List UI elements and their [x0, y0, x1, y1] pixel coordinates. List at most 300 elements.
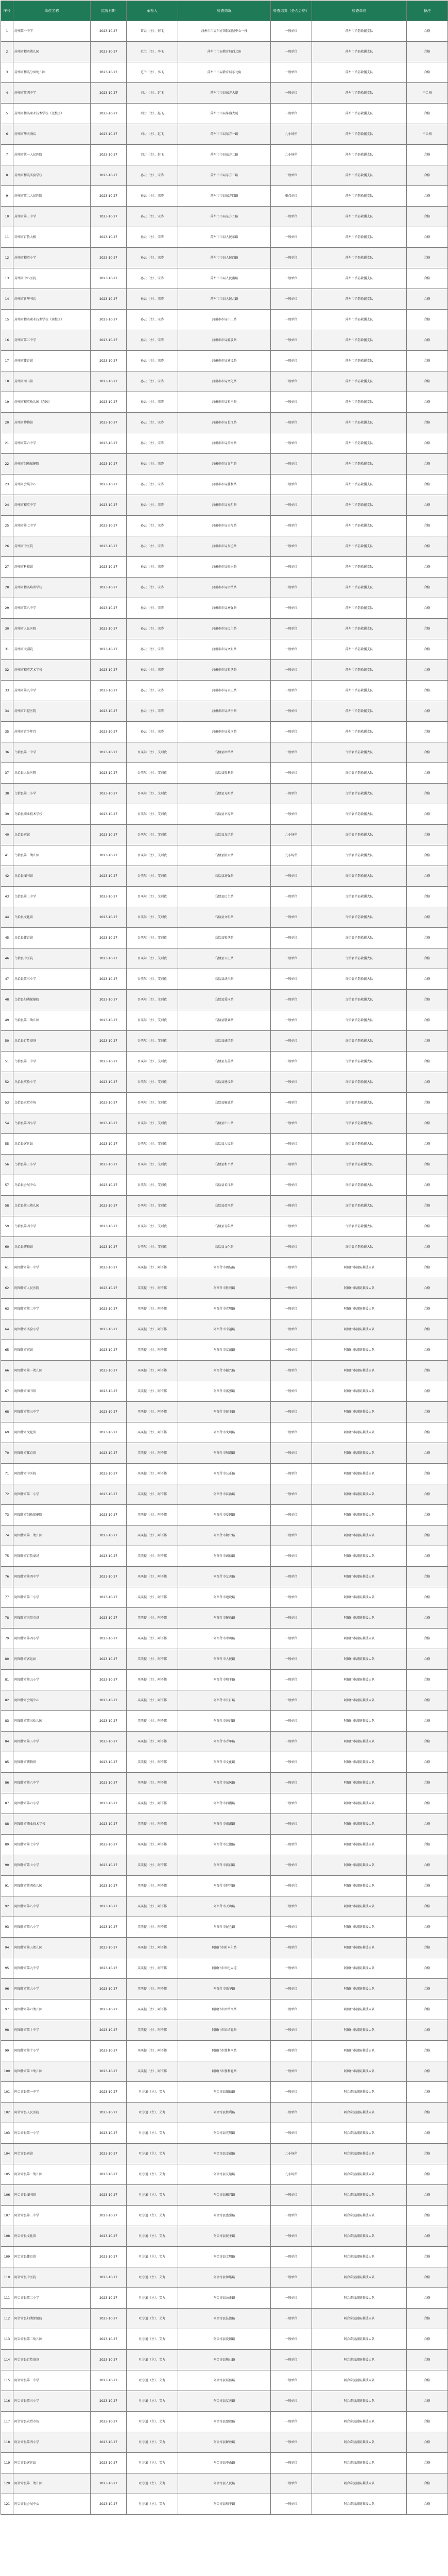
- cell-department: 阿图什市消防救援大队: [312, 1505, 407, 1526]
- cell-result: 一般单位: [271, 536, 312, 557]
- cell-address: 阿合奇县幸福路: [178, 2144, 271, 2164]
- cell-department: 阿合奇县消防救援大队: [312, 2247, 407, 2267]
- cell-index: 67: [1, 1381, 13, 1402]
- cell-result: 一般单位: [271, 207, 312, 227]
- cell-date: 2023-10-27: [91, 1938, 127, 1958]
- cell-department: 阿合奇县消防救援大队: [312, 2494, 407, 2515]
- cell-index: 96: [1, 1979, 13, 1999]
- cell-date: 2023-10-27: [91, 104, 127, 124]
- cell-address: 阿合奇县公正路: [178, 2288, 271, 2309]
- table-row: [1, 310, 448, 330]
- cell-remark: 合格: [407, 351, 448, 371]
- cell-inspector: 吐尔逊（主）、艾力: [127, 2391, 178, 2412]
- cell-department: 菏州市消防救援支队: [312, 330, 407, 351]
- table-row: [1, 1031, 448, 1052]
- cell-address: 阿图什市爱国路: [178, 1505, 271, 1526]
- cell-index: 80: [1, 1649, 13, 1670]
- cell-index: 5: [1, 104, 13, 124]
- table-row: [1, 124, 448, 145]
- cell-address: 阿图什市富强路: [178, 1381, 271, 1402]
- cell-remark: 合格: [407, 1855, 448, 1876]
- cell-date: 2023-10-27: [91, 248, 127, 268]
- cell-remark: 合格: [407, 578, 448, 598]
- cell-result: 一般单位: [271, 1299, 312, 1319]
- cell-unit-name: 乌恰县第二中学: [13, 887, 91, 907]
- cell-unit-name: 乌恰县第三中学: [13, 1052, 91, 1072]
- cell-result: 一般单位: [271, 1958, 312, 1979]
- cell-department: 乌恰县消防救援大队: [312, 845, 407, 866]
- cell-remark: 合格: [407, 2061, 448, 2082]
- cell-remark: 合格: [407, 1835, 448, 1855]
- table-row: [1, 516, 448, 536]
- cell-index: 66: [1, 1361, 13, 1381]
- cell-unit-name: 阿图什市百货商场: [13, 1546, 91, 1567]
- cell-address: 乌恰县团结路: [178, 742, 271, 763]
- cell-date: 2023-10-27: [91, 1793, 127, 1814]
- table-row: [1, 2123, 448, 2144]
- cell-remark: 合格: [407, 1629, 448, 1649]
- cell-department: 阿合奇县消防救援大队: [312, 2350, 407, 2370]
- cell-date: 2023-10-27: [91, 1113, 127, 1134]
- cell-index: 13: [1, 268, 13, 289]
- cell-inspector: 吾买尔（主）、艾则孜: [127, 1175, 178, 1196]
- table-row: [1, 845, 448, 866]
- cell-unit-name: 阿图什市人民医院: [13, 1278, 91, 1299]
- cell-index: 71: [1, 1464, 13, 1484]
- cell-inspector: 吾买尔（主）、艾则孜: [127, 948, 178, 969]
- cell-result: 九小场所: [271, 2164, 312, 2185]
- table-row: [1, 371, 448, 392]
- cell-result: 一般单位: [271, 1443, 312, 1464]
- cell-unit-name: 乌恰县第三幼儿园: [13, 1196, 91, 1216]
- cell-date: 2023-10-27: [91, 2412, 127, 2432]
- cell-department: 阿图什市消防救援大队: [312, 1258, 407, 1278]
- cell-department: 菏州市消防救援支队: [312, 310, 407, 330]
- cell-result: 一般单位: [271, 1175, 312, 1196]
- cell-unit-name: 菏州市博物馆: [13, 413, 91, 433]
- cell-unit-name: 阿图什市第一幼儿园: [13, 1361, 91, 1381]
- cell-index: 59: [1, 1216, 13, 1237]
- table-row: [1, 1876, 448, 1896]
- cell-index: 111: [1, 2288, 13, 2309]
- cell-date: 2023-10-27: [91, 557, 127, 578]
- table-row: [1, 1896, 448, 1917]
- cell-date: 2023-10-27: [91, 516, 127, 536]
- cell-index: 112: [1, 2309, 13, 2329]
- cell-department: 乌恰县消防救援大队: [312, 1216, 407, 1237]
- cell-address: 阿合奇县民主路: [178, 2226, 271, 2247]
- cell-unit-name: 乌恰县第二小学: [13, 784, 91, 804]
- cell-inspector: 吐尔逊（主）、艾力: [127, 2185, 178, 2206]
- cell-inspector: 买买提（主）、阿不都: [127, 1670, 178, 1690]
- cell-date: 2023-10-27: [91, 845, 127, 866]
- cell-result: 九小场所: [271, 124, 312, 145]
- cell-department: 阿图什市消防救援大队: [312, 1958, 407, 1979]
- cell-date: 2023-10-27: [91, 2082, 127, 2103]
- table-row: [1, 948, 448, 969]
- table-row: [1, 2144, 448, 2164]
- cell-address: 菏州市市局青年路: [178, 454, 271, 474]
- cell-remark: 合格: [407, 990, 448, 1010]
- cell-address: 阿合奇县友善路: [178, 2391, 271, 2412]
- cell-remark: 合格: [407, 2453, 448, 2473]
- cell-date: 2023-10-27: [91, 1072, 127, 1093]
- cell-result: 一般单位: [271, 1010, 312, 1031]
- cell-department: 阿图什市消防救援大队: [312, 1608, 407, 1629]
- table-row: [1, 578, 448, 598]
- cell-remark: 合格: [407, 2226, 448, 2247]
- cell-result: 一般单位: [271, 1072, 312, 1093]
- table-row: [1, 2432, 448, 2453]
- cell-department: 菏州市消防救援支队: [312, 248, 407, 268]
- cell-unit-name: 乌恰县实验小学: [13, 1072, 91, 1093]
- cell-inspector: 吾买尔（主）、艾则孜: [127, 907, 178, 928]
- cell-inspector: 吐尔逊（主）、艾力: [127, 2309, 178, 2329]
- cell-inspector: 孙云（主）、宋涛: [127, 186, 178, 207]
- cell-unit-name: 阿合奇县体育馆: [13, 2247, 91, 2267]
- table-row: [1, 2288, 448, 2309]
- cell-index: 43: [1, 887, 13, 907]
- cell-result: 一般单位: [271, 2494, 312, 2515]
- cell-department: 乌恰县消防救援大队: [312, 1052, 407, 1072]
- cell-department: 乌恰县消防救援大队: [312, 804, 407, 825]
- cell-address: 菏州市市局黄河路: [178, 433, 271, 454]
- cell-date: 2023-10-27: [91, 2391, 127, 2412]
- cell-remark: 合格: [407, 1793, 448, 1814]
- cell-inspector: 吾买尔（主）、艾则孜: [127, 845, 178, 866]
- cell-index: 39: [1, 804, 13, 825]
- cell-date: 2023-10-27: [91, 433, 127, 454]
- cell-result: 一般单位: [271, 2103, 312, 2123]
- cell-department: 乌恰县消防救援大队: [312, 763, 407, 784]
- cell-inspector: 吾买尔（主）、艾则孜: [127, 742, 178, 763]
- cell-index: 84: [1, 1732, 13, 1752]
- cell-address: 乌恰县解放路: [178, 1093, 271, 1113]
- table-row: [1, 248, 448, 268]
- cell-result: 一般单位: [271, 660, 312, 681]
- cell-address: 阿图什市长江路: [178, 1690, 271, 1711]
- table-row: [1, 2494, 448, 2515]
- cell-remark: 合格: [407, 1896, 448, 1917]
- cell-department: 阿图什市消防救援大队: [312, 2041, 407, 2061]
- cell-unit-name: 菏州市精英艺术学校: [13, 660, 91, 681]
- cell-unit-name: 阿图什市中医院: [13, 1464, 91, 1484]
- cell-remark: 合格: [407, 598, 448, 619]
- cell-address: 阿合奇县爱国路: [178, 2329, 271, 2350]
- cell-address: 乌恰县人民路: [178, 1134, 271, 1155]
- cell-index: 58: [1, 1196, 13, 1216]
- cell-index: 8: [1, 165, 13, 186]
- cell-address: 阿图什市中山路: [178, 1629, 271, 1649]
- cell-remark: 合格: [407, 1134, 448, 1155]
- cell-result: 九小场所: [271, 845, 312, 866]
- cell-inspector: 吾买尔（主）、艾则孜: [127, 1134, 178, 1155]
- cell-index: 69: [1, 1422, 13, 1443]
- cell-result: 一般单位: [271, 268, 312, 289]
- cell-result: 一般单位: [271, 2247, 312, 2267]
- cell-result: 一般单位: [271, 83, 312, 104]
- cell-department: 阿图什市消防救援大队: [312, 1443, 407, 1464]
- cell-unit-name: 阿图什市第九中学: [13, 1958, 91, 1979]
- table-row: [1, 2247, 448, 2267]
- cell-unit-name: 菏州市精英培训学校: [13, 578, 91, 598]
- cell-date: 2023-10-27: [91, 1732, 127, 1752]
- cell-department: 菏州市消防救援支队: [312, 62, 407, 83]
- cell-department: 菏州市消防救援支队: [312, 474, 407, 495]
- cell-inspector: 孙云（主）、宋涛: [127, 660, 178, 681]
- cell-unit-name: 菏州市精英实验学校: [13, 165, 91, 186]
- cell-index: 82: [1, 1690, 13, 1711]
- cell-inspector: 买买提（主）、阿不都: [127, 1505, 178, 1526]
- cell-unit-name: 阿图什市第七幼儿园: [13, 2061, 91, 2082]
- cell-department: 菏州市消防救援支队: [312, 578, 407, 598]
- cell-result: 一般单位: [271, 2453, 312, 2473]
- table-row: [1, 1855, 448, 1876]
- cell-unit-name: 阿图什市第二中学: [13, 1299, 91, 1319]
- table-row: [1, 1010, 448, 1031]
- cell-inspector: 买买提（主）、阿不都: [127, 1896, 178, 1917]
- cell-department: 菏州市消防救援支队: [312, 681, 407, 701]
- cell-index: 74: [1, 1526, 13, 1546]
- cell-department: 菏州市消防救援支队: [312, 413, 407, 433]
- cell-department: 阿图什市消防救援大队: [312, 1938, 407, 1958]
- cell-address: 菏州市市局爱国路: [178, 722, 271, 742]
- cell-address: 阿图什市新华路: [178, 1979, 271, 1999]
- cell-result: 一般单位: [271, 619, 312, 639]
- cell-department: 菏州市消防救援支队: [312, 145, 407, 165]
- cell-unit-name: 乌恰县体育馆: [13, 928, 91, 948]
- cell-department: 菏州市消防救援支队: [312, 557, 407, 578]
- cell-inspector: 吾买尔（主）、艾则孜: [127, 866, 178, 887]
- cell-index: 15: [1, 310, 13, 330]
- cell-index: 110: [1, 2267, 13, 2288]
- cell-address: 阿合奇县法治路: [178, 2309, 271, 2329]
- cell-address: 乌恰县和谐路: [178, 928, 271, 948]
- cell-unit-name: 阿图什市第七中学: [13, 1835, 91, 1855]
- cell-unit-name: 阿图什市第五中学: [13, 1732, 91, 1752]
- cell-result: 一般单位: [271, 227, 312, 248]
- table-row: [1, 1381, 448, 1402]
- cell-remark: 合格: [407, 516, 448, 536]
- cell-date: 2023-10-27: [91, 1958, 127, 1979]
- cell-result: 一般单位: [271, 1319, 312, 1340]
- cell-address: 阿图什市友谊路: [178, 1340, 271, 1361]
- table-row: [1, 1443, 448, 1464]
- cell-unit-name: 阿图什市第七小学: [13, 1855, 91, 1876]
- cell-address: 阿图什市光明路: [178, 1299, 271, 1319]
- cell-date: 2023-10-27: [91, 83, 127, 104]
- cell-inspector: 吾买尔（主）、艾则孜: [127, 928, 178, 948]
- cell-remark: 合格: [407, 701, 448, 722]
- cell-index: 38: [1, 784, 13, 804]
- cell-date: 2023-10-27: [91, 42, 127, 62]
- cell-index: 54: [1, 1113, 13, 1134]
- table-row: [1, 2041, 448, 2061]
- cell-remark: 合格: [407, 1608, 448, 1629]
- cell-date: 2023-10-27: [91, 1587, 127, 1608]
- cell-unit-name: 乌恰县百货商场: [13, 1031, 91, 1052]
- cell-address: 阿合奇县团结路: [178, 2082, 271, 2103]
- header-address: 检查情况: [178, 1, 271, 21]
- cell-unit-name: 乌恰县人民医院: [13, 763, 91, 784]
- cell-result: 一般单位: [271, 1979, 312, 1999]
- cell-department: 菏州市消防救援支队: [312, 536, 407, 557]
- cell-result: 一般单位: [271, 1155, 312, 1175]
- cell-remark: 合格: [407, 1113, 448, 1134]
- cell-department: 阿合奇县消防救援大队: [312, 2453, 407, 2473]
- cell-date: 2023-10-27: [91, 227, 127, 248]
- cell-remark: 合格: [407, 1979, 448, 1999]
- cell-unit-name: 阿图什市第九小学: [13, 1979, 91, 1999]
- cell-index: 24: [1, 495, 13, 516]
- cell-address: 乌恰县爱国路: [178, 990, 271, 1010]
- cell-inspector: 孙云（主）、宋涛: [127, 454, 178, 474]
- cell-date: 2023-10-27: [91, 784, 127, 804]
- table-row: [1, 1361, 448, 1381]
- cell-index: 48: [1, 990, 13, 1010]
- cell-index: 120: [1, 2473, 13, 2494]
- table-row: [1, 1608, 448, 1629]
- cell-result: 一般单位: [271, 2226, 312, 2247]
- cell-department: 菏州市消防救援支队: [312, 722, 407, 742]
- cell-inspector: 买买提（主）、阿不都: [127, 1299, 178, 1319]
- table-row: [1, 2412, 448, 2432]
- cell-unit-name: 阿图什市第十小学: [13, 2041, 91, 2061]
- cell-date: 2023-10-27: [91, 681, 127, 701]
- cell-remark: 合格: [407, 1999, 448, 2020]
- cell-unit-name: 菏州市第二人民医院: [13, 186, 91, 207]
- header-unit-name: 单位名称: [13, 1, 91, 21]
- cell-result: 一般单位: [271, 1629, 312, 1649]
- cell-address: 菏州市市局文化路: [178, 371, 271, 392]
- table-row: [1, 742, 448, 763]
- cell-remark: 合格: [407, 907, 448, 928]
- cell-result: 一般单位: [271, 701, 312, 722]
- cell-result: 一般单位: [271, 1835, 312, 1855]
- cell-remark: 合格: [407, 1155, 448, 1175]
- cell-index: 28: [1, 578, 13, 598]
- cell-department: 阿图什市消防救援大队: [312, 1629, 407, 1649]
- cell-result: 一般单位: [271, 1196, 312, 1216]
- cell-unit-name: 菏州市新华书店: [13, 289, 91, 310]
- cell-index: 93: [1, 1917, 13, 1938]
- cell-index: 29: [1, 598, 13, 619]
- cell-inspector: 孙云（主）、宋涛: [127, 207, 178, 227]
- cell-inspector: 吾买尔（主）、艾则孜: [127, 1196, 178, 1216]
- table-row: [1, 1422, 448, 1443]
- cell-index: 95: [1, 1958, 13, 1979]
- cell-remark: 合格: [407, 639, 448, 660]
- cell-inspector: 买买提（主）、阿不都: [127, 1835, 178, 1855]
- cell-unit-name: 阿图什市职业技术学校: [13, 1814, 91, 1835]
- cell-department: 菏州市消防救援支队: [312, 598, 407, 619]
- cell-date: 2023-10-27: [91, 1773, 127, 1793]
- cell-result: 一般单位: [271, 2473, 312, 2494]
- cell-index: 83: [1, 1711, 13, 1732]
- cell-remark: 合格: [407, 1072, 448, 1093]
- cell-inspector: 买买提（主）、阿不都: [127, 1608, 178, 1629]
- cell-address: 菏州市市局华盛大厦: [178, 104, 271, 124]
- table-row: [1, 1299, 448, 1319]
- cell-address: 阿图什市天山路: [178, 1896, 271, 1917]
- cell-address: 阿合奇县人民路: [178, 2473, 271, 2494]
- cell-result: 一般单位: [271, 887, 312, 907]
- cell-remark: 合格: [407, 1752, 448, 1773]
- cell-inspector: 买买提（主）、阿不都: [127, 1649, 178, 1670]
- cell-unit-name: 菏州市华天酒店: [13, 124, 91, 145]
- cell-date: 2023-10-27: [91, 1340, 127, 1361]
- cell-date: 2023-10-27: [91, 660, 127, 681]
- cell-index: 30: [1, 619, 13, 639]
- cell-result: 一般单位: [271, 2020, 312, 2041]
- cell-unit-name: 阿图什市第四幼儿园: [13, 1876, 91, 1896]
- cell-index: 94: [1, 1938, 13, 1958]
- cell-address: 菏州市市局振兴路: [178, 557, 271, 578]
- cell-result: 一般单位: [271, 1258, 312, 1278]
- cell-department: 菏州市消防救援支队: [312, 619, 407, 639]
- cell-date: 2023-10-27: [91, 1381, 127, 1402]
- cell-department: 阿图什市消防救援大队: [312, 1484, 407, 1505]
- cell-address: 阿图什市敬业路: [178, 1526, 271, 1546]
- cell-result: 一般单位: [271, 2123, 312, 2144]
- cell-index: 104: [1, 2144, 13, 2164]
- cell-department: 菏州市消防救援支队: [312, 433, 407, 454]
- cell-result: 一般单位: [271, 1381, 312, 1402]
- cell-index: 53: [1, 1093, 13, 1113]
- cell-inspector: 吾买尔（主）、艾则孜: [127, 969, 178, 990]
- cell-result: 一般单位: [271, 2309, 312, 2329]
- cell-remark: 合格: [407, 2350, 448, 2370]
- cell-address: 乌恰县建设路: [178, 1072, 271, 1093]
- cell-date: 2023-10-27: [91, 2020, 127, 2041]
- cell-date: 2023-10-27: [91, 2226, 127, 2247]
- cell-unit-name: 菏州市第九中学: [13, 681, 91, 701]
- cell-result: 一般单位: [271, 1278, 312, 1299]
- cell-index: 50: [1, 1031, 13, 1052]
- cell-result: 一般单位: [271, 1526, 312, 1546]
- cell-result: 一般单位: [271, 1690, 312, 1711]
- cell-date: 2023-10-27: [91, 289, 127, 310]
- table-row: [1, 2206, 448, 2226]
- table-row: [1, 990, 448, 1010]
- cell-result: 一般单位: [271, 1711, 312, 1732]
- cell-unit-name: 阿图什市图书馆: [13, 1381, 91, 1402]
- table-row: [1, 83, 448, 104]
- cell-department: 阿图什市消防救援大队: [312, 1732, 407, 1752]
- cell-unit-name: 菏州市精英职业技术学校（南校区）: [13, 310, 91, 330]
- cell-index: 87: [1, 1793, 13, 1814]
- cell-index: 25: [1, 516, 13, 536]
- cell-date: 2023-10-27: [91, 1649, 127, 1670]
- cell-unit-name: 乌恰县妇幼保健院: [13, 990, 91, 1010]
- cell-address: 阿图什市人民路: [178, 1649, 271, 1670]
- table-row: [1, 165, 448, 186]
- cell-department: 阿合奇县消防救援大队: [312, 2309, 407, 2329]
- cell-index: 68: [1, 1402, 13, 1422]
- cell-address: 阿图什市文化路: [178, 1752, 271, 1773]
- cell-remark: 合格: [407, 433, 448, 454]
- cell-unit-name: 菏州市青少年宫: [13, 722, 91, 742]
- cell-department: 阿合奇县消防救援大队: [312, 2185, 407, 2206]
- cell-department: 菏州市消防救援支队: [312, 83, 407, 104]
- cell-address: 菏州市市局公正路: [178, 681, 271, 701]
- cell-result: 一般单位: [271, 1422, 312, 1443]
- cell-remark: 合格: [407, 763, 448, 784]
- table-row: [1, 2309, 448, 2329]
- cell-inspector: 孙云（主）、宋涛: [127, 371, 178, 392]
- cell-result: 一般单位: [271, 578, 312, 598]
- table-row: [1, 474, 448, 495]
